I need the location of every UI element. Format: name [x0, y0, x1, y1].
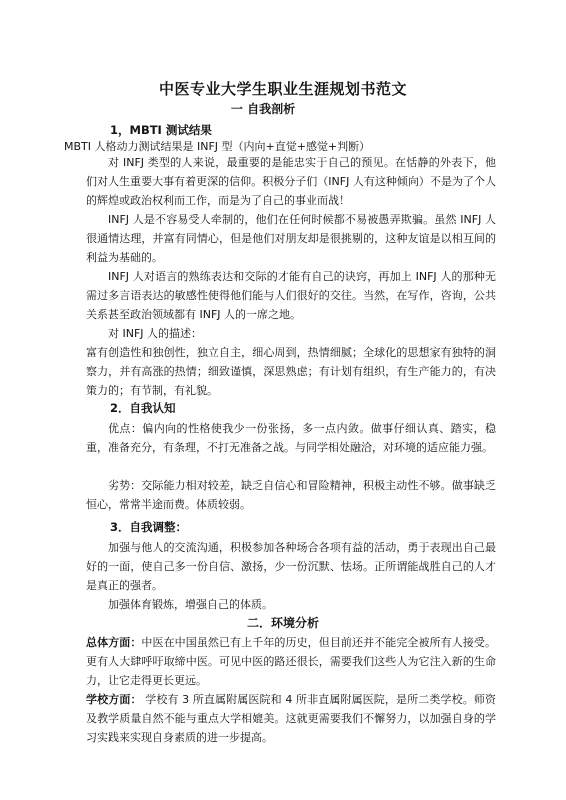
- paragraph-adjustment-communication: 加强与他人的交流沟通，积极参加各种场合各项有益的活动，勇于表现出自己最好的一面，使自己多一份自信、激扬，少一份沉默、怯场。正所谓能战胜自己的人才是真正的强者。: [86, 541, 496, 592]
- school-text: 学校有 3 所直属附属医院和 4 所非直属附属医院，是所二类学校。师资及教学质量自然不能与重点大学相媲美。这就更需要我们不懈努力，以加强自身的学习实践来实现自身素质的进一步提高。: [86, 693, 496, 744]
- paragraph-infj-communication: INFJ 人对语言的熟练表达和交际的才能有自己的诀窍，再加上 INFJ 人的那种无需过多言语表达的敏感性使得他们能与人们很好的交往。当然，在写作，咨询，公共关系甚至政治领域都有 INFJ 人的一席之地。: [86, 270, 496, 321]
- mbti-result-line: MBTI 人格动力测试结果是 INFJ 型（内向+直觉+感觉+判断）: [64, 140, 371, 153]
- paragraph-school: [86, 690, 496, 747]
- school-label: 学校方面：: [86, 693, 142, 706]
- paragraph-infj-traits: 富有创造性和独创性，独立自主，细心周到，热情细腻；全球化的思想家有独特的洞察力，并有高涨的热情；细致谨慎，深思熟虑；有计划有组织，有生产能力的，有决策力的；有节制，有礼貌。: [86, 346, 496, 397]
- infj-description-label: 对 INFJ 人的描述：: [108, 327, 203, 340]
- document-title: 中医专业大学生职业生涯规划书范文: [158, 80, 407, 98]
- section-heading-environment: 二．环境分析: [246, 616, 319, 630]
- paragraph-overall: [86, 633, 496, 690]
- paragraph-weaknesses: 劣势：交际能力相对较差，缺乏自信心和冒险精神，积极主动性不够。做事缺乏恒心，常常半途而费。体质较弱。: [86, 479, 496, 511]
- paragraph-strengths: 优点：偏内向的性格使我少一份张扬，多一点内敛。做事仔细认真、踏实，稳重，准备充分，有条理，不打无准备之战。与同学相处融洽，对环境的适应能力强。: [86, 422, 496, 454]
- overall-label: 总体方面：: [86, 636, 142, 649]
- section-heading-self-analysis: 一 自我剖析: [230, 102, 296, 116]
- subheading-self-adjustment: 3．自我调整：: [110, 520, 188, 534]
- paragraph-adjustment-exercise: 加强体育锻炼，增强自己的体质。: [108, 598, 273, 611]
- subheading-self-awareness: 2．自我认知: [110, 401, 176, 415]
- paragraph-infj-vision: 对 INFJ 类型的人来说，最重要的是能忠实于自己的预见。在恬静的外表下，他们对人生重要大事有着更深的信仰。积极分子们（INFJ 人有这种倾向）不是为了个人的辉煌或政治权利而工作，而是为了自己的事业而战！: [86, 156, 496, 207]
- overall-text: 中医在中国虽然已有上千年的历史，但目前还并不能完全被所有人接受。更有人大肆呼吁取缔中医。可见中医的路还很长，需要我们这些人为它注入新的生命力，让它走得更长更远。: [86, 636, 497, 687]
- subheading-mbti: 1，MBTI 测试结果: [110, 123, 212, 137]
- paragraph-infj-friendship: INFJ 人是不容易受人牵制的，他们在任何时候都不易被愚弄欺骗。虽然 INFJ 人很通情达理，并富有同情心，但是他们对朋友却是很挑剔的，这种友谊是以相互间的利益为基础的。: [86, 213, 496, 264]
